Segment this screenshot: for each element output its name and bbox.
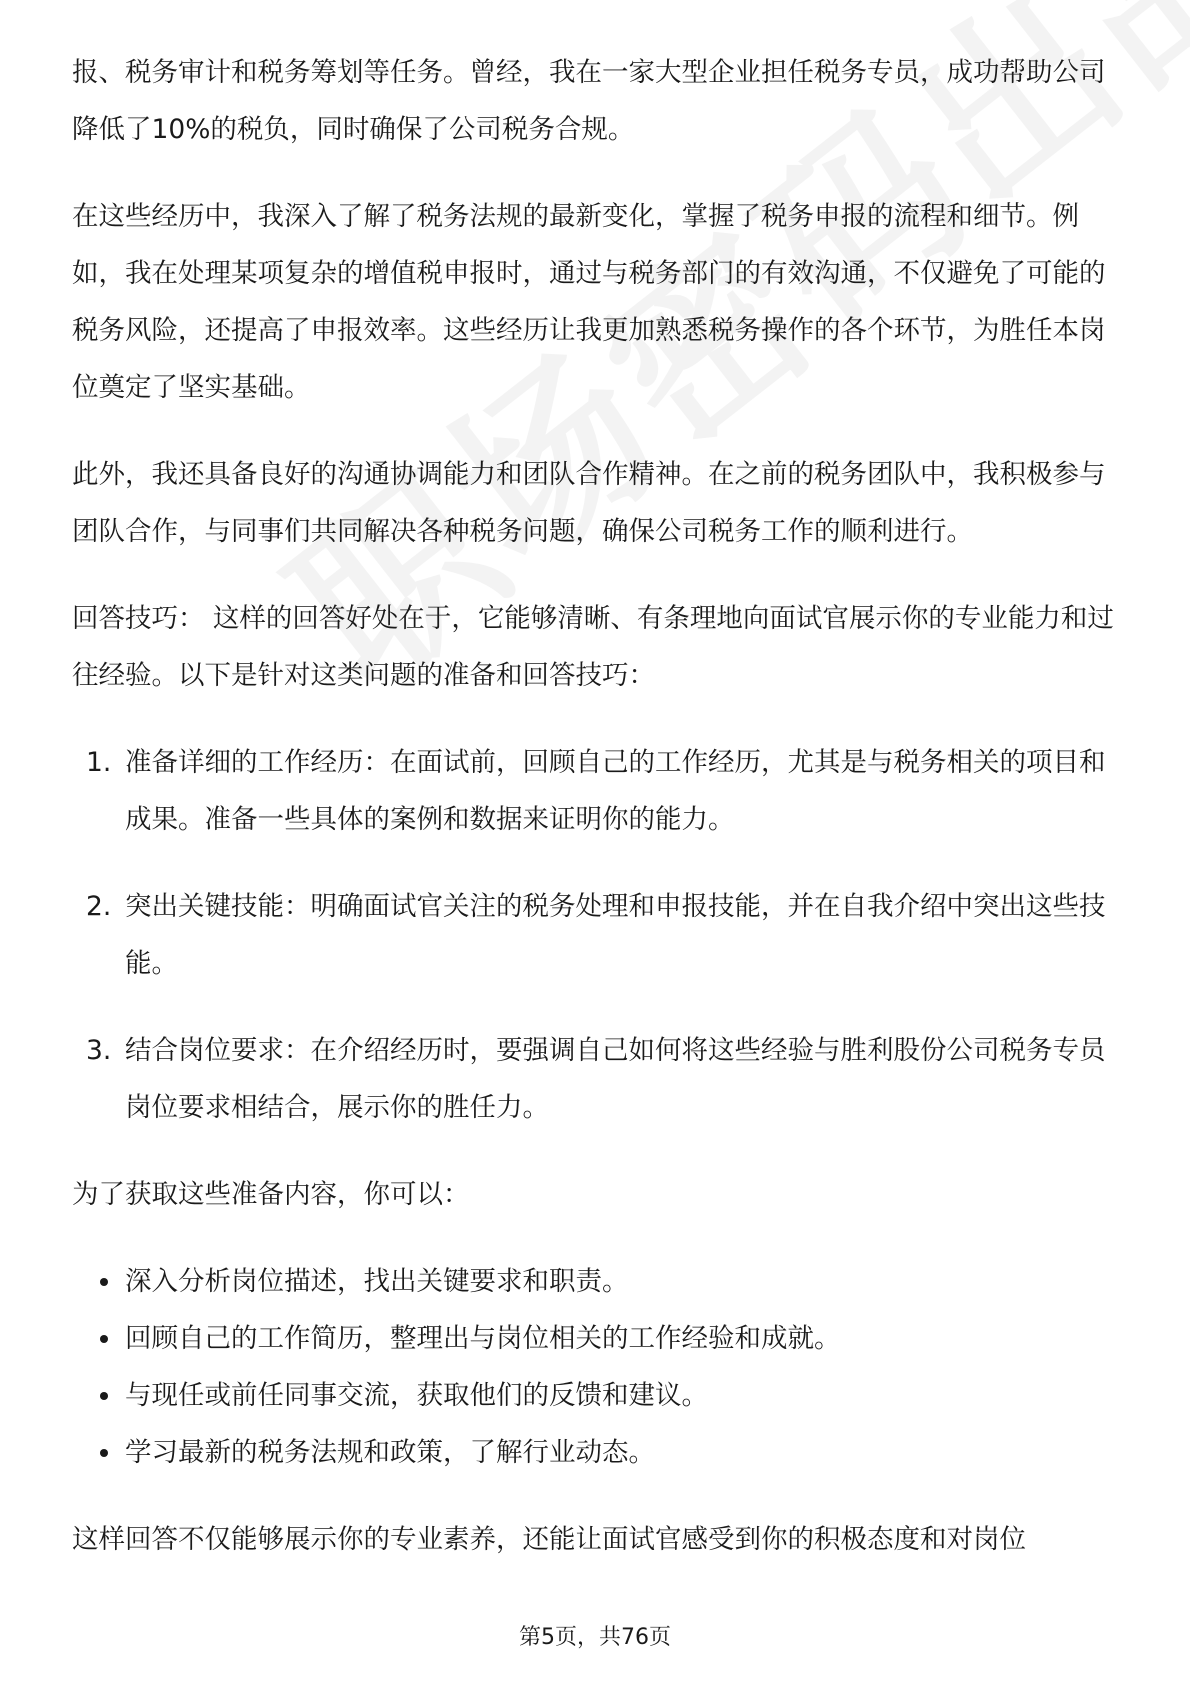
prep-list bbox=[72, 1253, 1122, 1481]
bullet-icon bbox=[100, 1278, 108, 1286]
list-item-text: 与现任或前任同事交流，获取他们的反馈和建议。 bbox=[125, 1380, 708, 1411]
list-item bbox=[72, 1424, 1122, 1481]
paragraph: 此外，我还具备良好的沟通协调能力和团队合作精神。在之前的税务团队中，我积极参与团队合作，与同事们共同解决各种税务问题，确保公司税务工作的顺利进行。 bbox=[72, 459, 1106, 547]
list-item bbox=[72, 1253, 1122, 1310]
paragraph: 报、税务审计和税务筹划等任务。曾经，我在一家大型企业担任税务专员，成功帮助公司降低了10%的税负，同时确保了公司税务合规。 bbox=[72, 57, 1106, 145]
list-item bbox=[72, 734, 1122, 848]
document-body bbox=[72, 44, 1122, 1598]
paragraph: 回答技巧： 这样的回答好处在于，它能够清晰、有条理地向面试官展示你的专业能力和过往经验。以下是针对这类问题的准备和回答技巧： bbox=[72, 603, 1114, 691]
paragraph: 这样回答不仅能够展示你的专业素养，还能让面试官感受到你的积极态度和对岗位 bbox=[72, 1524, 1026, 1555]
list-item bbox=[72, 1022, 1122, 1136]
list-item-text: 回顾自己的工作简历，整理出与岗位相关的工作经验和成就。 bbox=[125, 1323, 841, 1354]
bullet-icon bbox=[100, 1449, 108, 1457]
list-number: 1. bbox=[86, 747, 112, 778]
tips-list bbox=[72, 734, 1122, 1136]
list-item-text: 学习最新的税务法规和政策，了解行业动态。 bbox=[125, 1437, 655, 1468]
list-item-text: 结合岗位要求：在介绍经历时，要强调自己如何将这些经验与胜利股份公司税务专员岗位要求相结合，展示你的胜任力。 bbox=[125, 1035, 1106, 1123]
list-item-text: 突出关键技能：明确面试官关注的税务处理和申报技能，并在自我介绍中突出这些技能。 bbox=[125, 891, 1106, 979]
list-item bbox=[72, 878, 1122, 992]
bullet-icon bbox=[100, 1335, 108, 1343]
list-item bbox=[72, 1367, 1122, 1424]
paragraph: 为了获取这些准备内容，你可以： bbox=[72, 1179, 470, 1210]
list-item-text: 准备详细的工作经历：在面试前，回顾自己的工作经历，尤其是与税务相关的项目和成果。准备一些具体的案例和数据来证明你的能力。 bbox=[125, 747, 1106, 835]
list-number: 3. bbox=[86, 1035, 112, 1066]
list-item bbox=[72, 1310, 1122, 1367]
paragraph: 在这些经历中，我深入了解了税务法规的最新变化，掌握了税务申报的流程和细节。例如，我在处理某项复杂的增值税申报时，通过与税务部门的有效沟通，不仅避免了可能的税务风险，还提高了申报效率。这些经历让我更加熟悉税务操作的各个环节，为胜任本岗位奠定了坚实基础。 bbox=[72, 201, 1106, 403]
list-item-text: 深入分析岗位描述，找出关键要求和职责。 bbox=[125, 1266, 629, 1297]
list-number: 2. bbox=[86, 891, 112, 922]
bullet-icon bbox=[100, 1392, 108, 1400]
page-number: 第5页，共76页 bbox=[519, 1625, 671, 1650]
